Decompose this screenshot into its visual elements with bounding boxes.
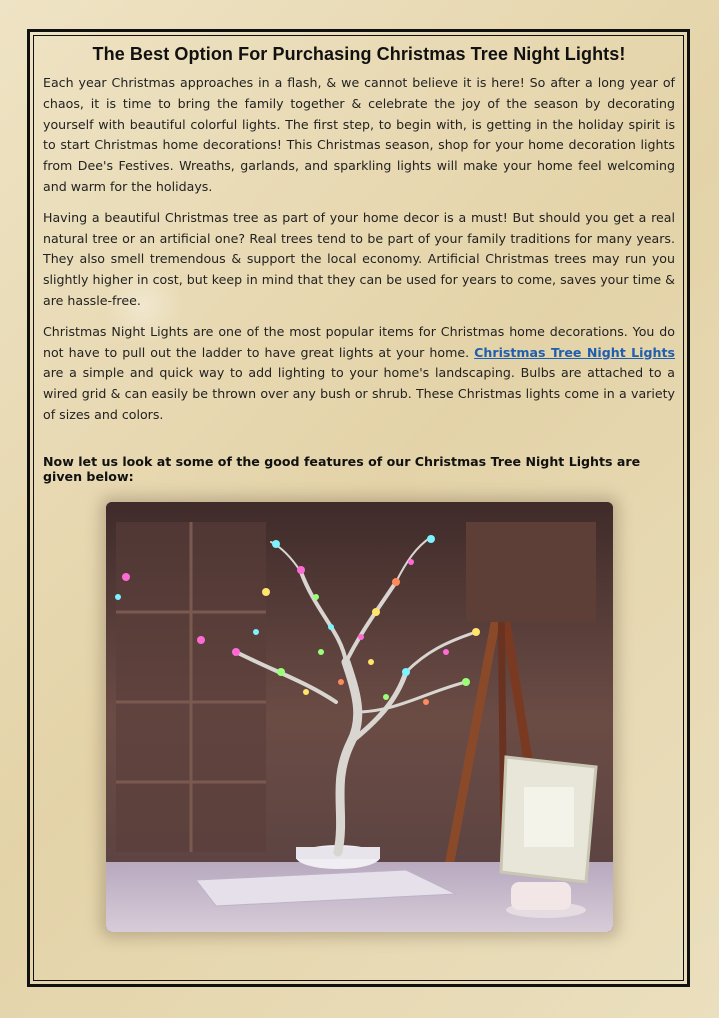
- product-photo: [106, 502, 613, 932]
- paragraph-intro: Each year Christmas approaches in a flash, & we cannot believe it is here! So after a long year of chaos, it is time to bring the family together & celebrate the joy of the season by decorating yourself with beautiful colorful lights. The first step, to begin with, is getting in the holiday spirit is to start Christmas home decorations! This Christmas season, shop for your home decoration lights from Dee's Festives. Wreaths, garlands, and sparkling lights will make your home feel welcoming and warm for the holidays.: [43, 75, 675, 194]
- paragraph-trees: Having a beautiful Christmas tree as part of your home decor is a must! But should you get a real natural tree or an artificial one? Real trees tend to be part of your family traditions for many years. They also smell tremendous & support the local economy. Artificial Christmas trees may run you slightly higher in cost, but keep in mind that they can be used for years to come, saves your time & are hassle-free.: [43, 209, 675, 308]
- christmas-tree-night-lights-link[interactable]: Christmas Tree Night Lights: [474, 344, 675, 360]
- features-lead: Now let us look at some of the good features of our Christmas Tree Night Lights are given below:: [43, 453, 641, 484]
- paragraph-night-lights: [43, 322, 675, 426]
- paragraph-text-end: are a simple and quick way to add lighting to your home's landscaping. Bulbs are attached to a wired grid & can easily be thrown over any bush or shrub. These Christmas lights come in a variety of sizes and colors.: [43, 365, 675, 422]
- article: [43, 38, 675, 484]
- paragraph-text-start: Christmas Night Lights are one of the most popular items for Christmas home decorations. You do not have to pull out the ladder to have great lights at your home.: [43, 323, 675, 360]
- page-title: The Best Option For Purchasing Christmas Tree Night Lights!: [92, 44, 626, 64]
- tree-lamp-illustration: [106, 502, 613, 932]
